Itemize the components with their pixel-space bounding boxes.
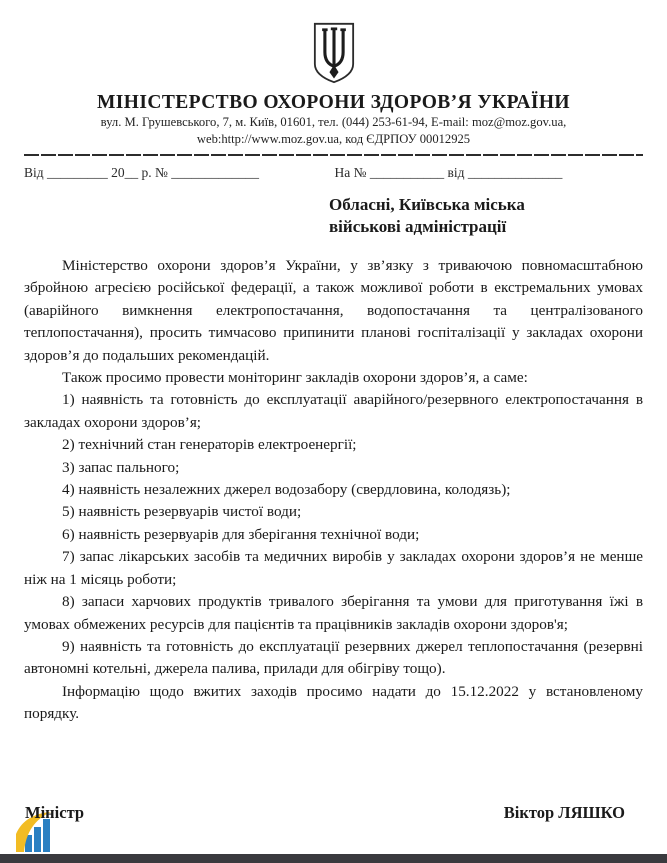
paragraph-monitoring: Також просимо провести моніторинг закладів охорони здоров’я, а саме:	[62, 369, 528, 387]
separator-line	[24, 154, 643, 156]
ukraine-trident-emblem	[311, 22, 357, 84]
ministry-address-line1: вул. М. Грушевського, 7, м. Київ, 01601, тел. (044) 253-61-94, E-mail: moz@moz.gov.ua,	[100, 115, 567, 129]
list-item: 7) запас лікарських засобів та медичних виробів у закладах охорони здоров’я не менше ніж на 1 місяць роботи;	[24, 548, 643, 588]
list-item: 9) наявність та готовність до експлуатації резервних джерел теплопостачання (резервні автономні котельні, джерела палива, прилади для обігріву тощо).	[24, 637, 643, 678]
ministry-title: МІНІСТЕРСТВО ОХОРОНИ ЗДОРОВ’Я УКРАЇНИ	[97, 92, 570, 113]
paragraph-closing: Інформацію щодо вжитих заходів просимо надати до 15.12.2022 у встановленому порядку.	[24, 682, 643, 723]
signature-block	[25, 803, 625, 823]
scan-edge-bar	[0, 854, 667, 863]
incoming-ref-blank: На № ___________ від ______________	[334, 165, 563, 180]
list-item: 3) запас пального;	[62, 458, 180, 476]
signer-title: Міністр	[25, 803, 85, 822]
reference-line	[24, 165, 643, 181]
addressee-line2: військові адміністрації	[329, 217, 507, 236]
list-item: 4) наявність незалежних джерел водозабору (свердловина, колодязь);	[62, 481, 511, 499]
paragraph-intro: Міністерство охорони здоров’я України, у зв’язку з триваючою повномасштабною збройною агресією російської федерації, а також можливої роботи в екстремальних умовах (аварійного вимкнення електропостачання, водопостачання та централізованого теплопостачання), просить тимчасово припинити планові госпіталізації у закладах охорони здоров’я до подальших рекомендацій.	[24, 257, 643, 364]
list-item: 8) запаси харчових продуктів тривалого зберігання та умови для приготування їжі в умовах обмежених ресурсів для пацієнтів та працівників закладів охорони здоров'я;	[24, 593, 643, 633]
list-item: 2) технічний стан генераторів електроенергії;	[62, 436, 357, 454]
list-item: 6) наявність резервуарів для зберігання технічної води;	[62, 525, 420, 543]
outgoing-ref-blank: Від _________ 20__ р. № _____________	[24, 165, 260, 180]
addressee-line1: Обласні, Київська міська	[329, 195, 525, 214]
letterhead	[0, 0, 667, 147]
ministry-address-line2: web:http://www.moz.gov.ua, код ЄДРПОУ 00012925	[196, 131, 471, 146]
signer-name: Віктор ЛЯШКО	[503, 803, 625, 822]
addressee-block	[329, 194, 643, 238]
list-item: 5) наявність резервуарів чистої води;	[62, 503, 302, 521]
letter-body	[24, 255, 643, 726]
list-item: 1) наявність та готовність до експлуатації аварійного/резервного електропостачання в закладах охорони здоров’я;	[24, 391, 643, 431]
